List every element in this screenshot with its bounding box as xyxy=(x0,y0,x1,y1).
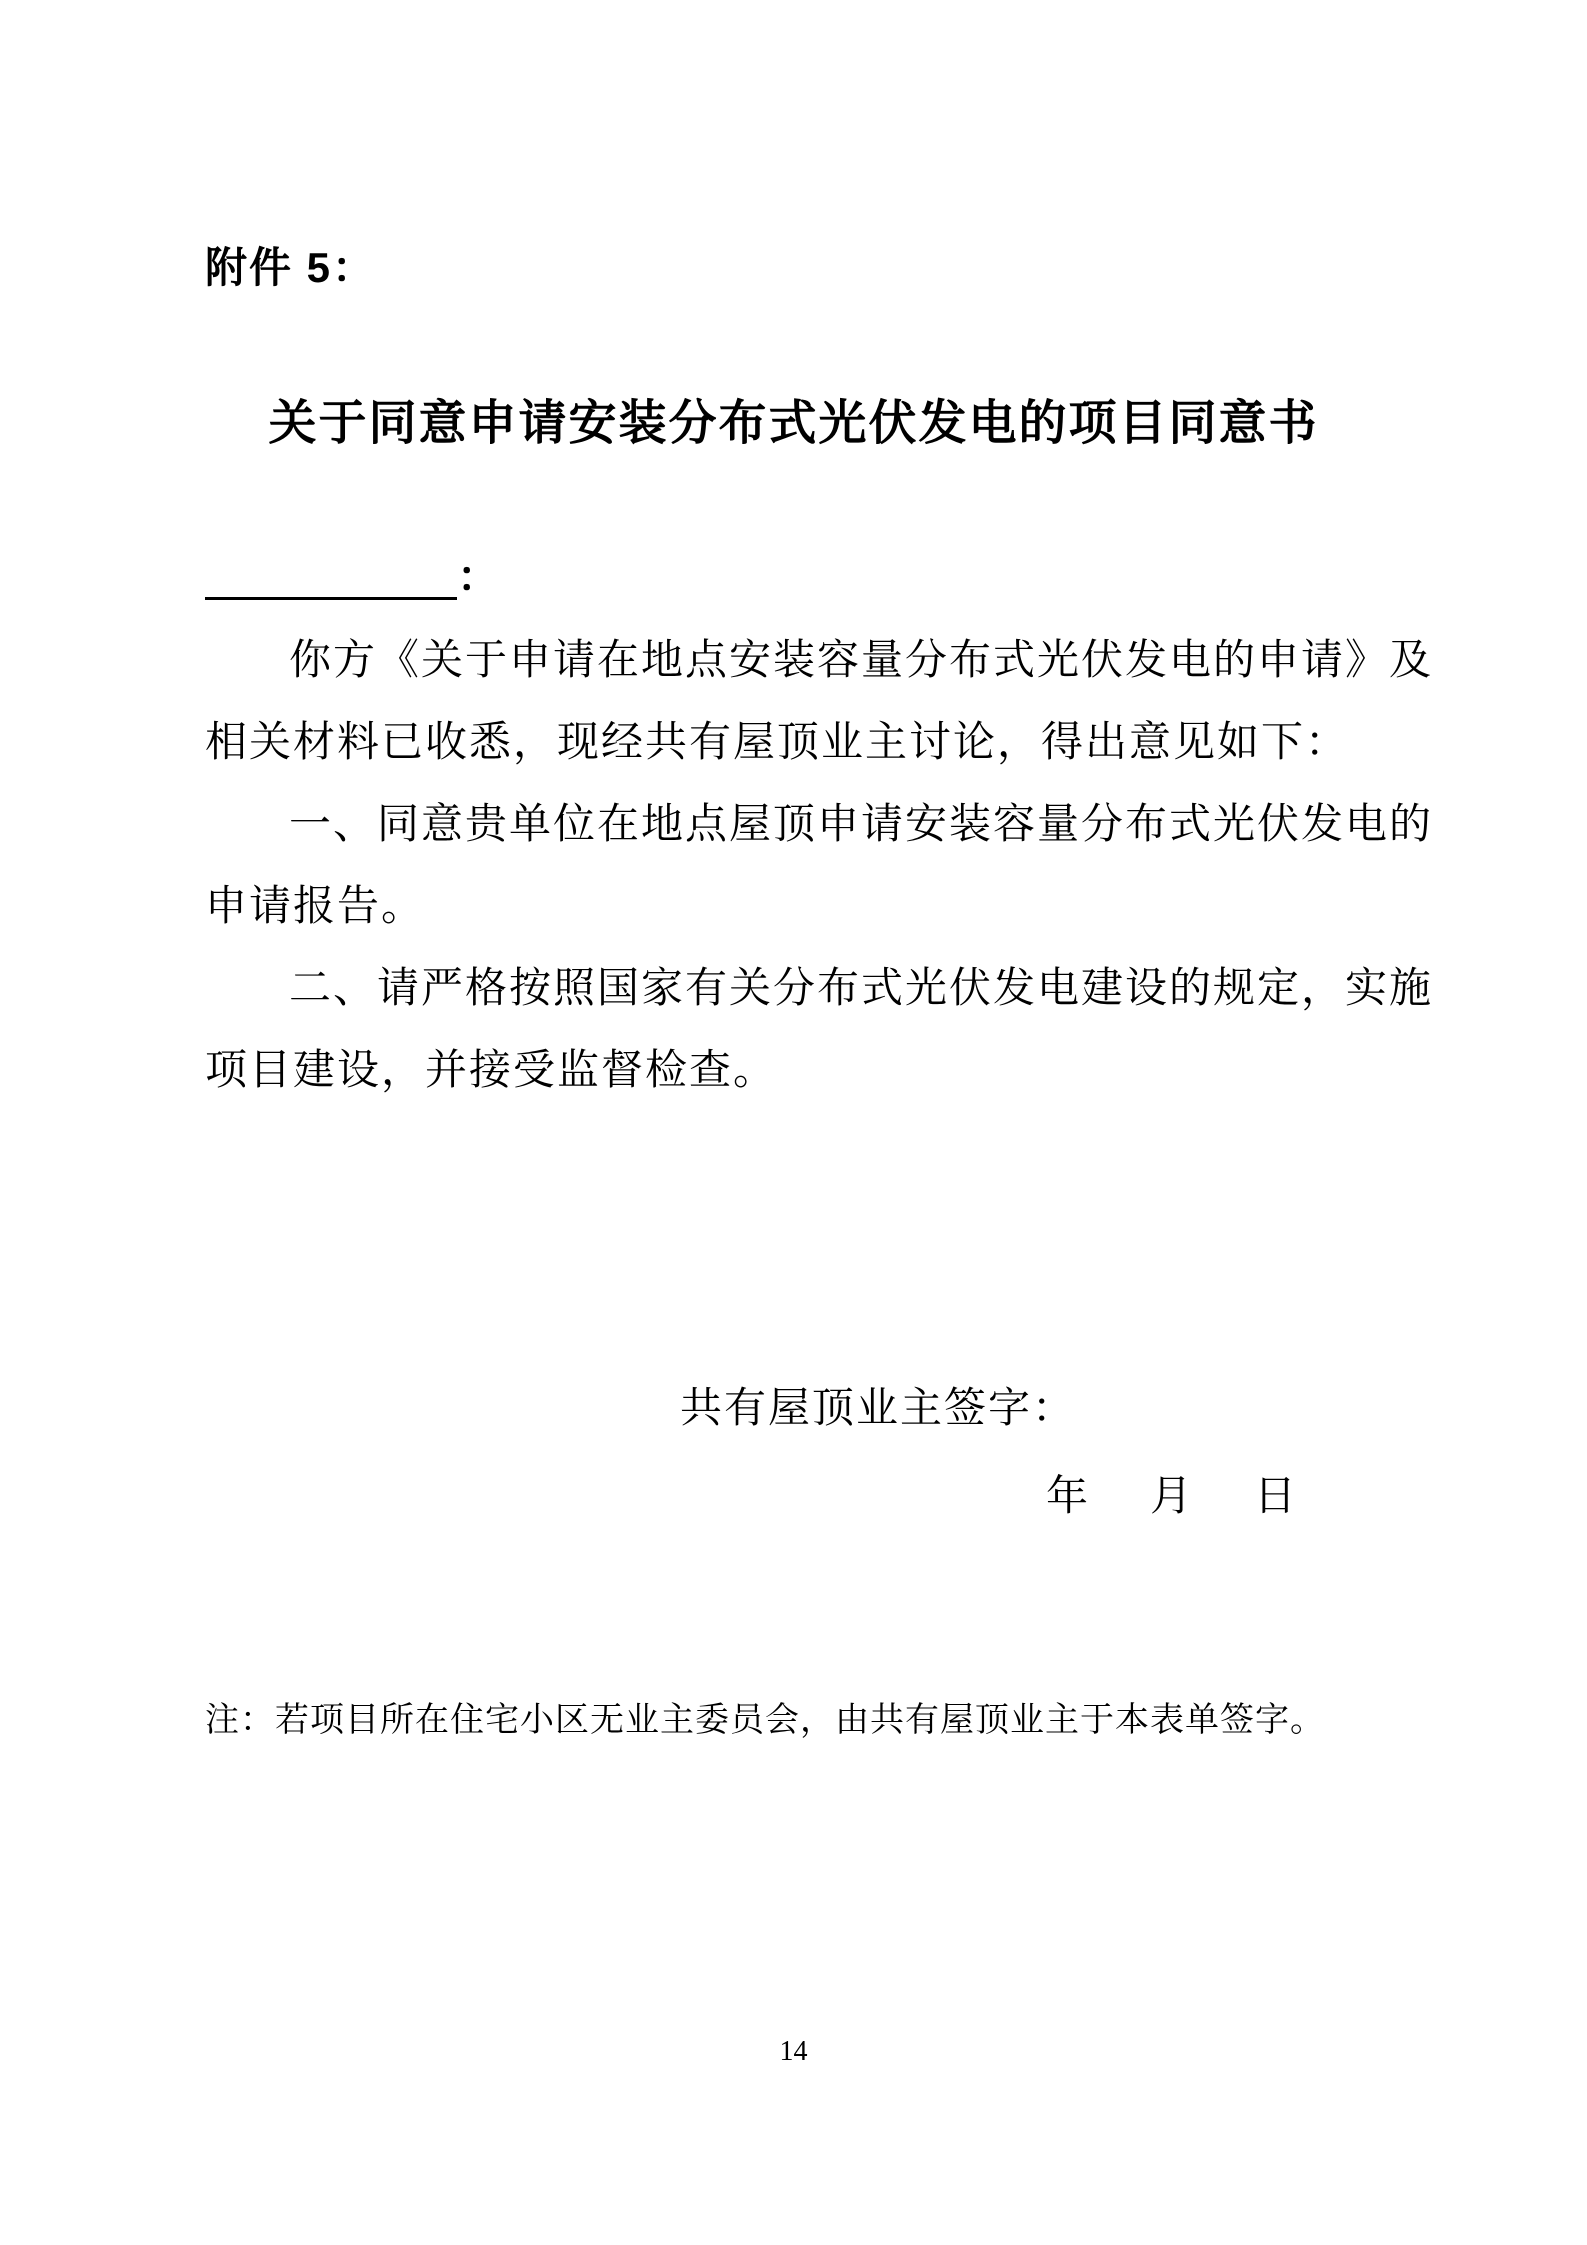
attachment-label: 附件 5： xyxy=(205,244,377,291)
addressee-blank-underline xyxy=(205,555,457,600)
date-line xyxy=(1046,1476,1296,1518)
page-title: 关于同意申请安装分布式光伏发电的项目同意书 xyxy=(268,397,1319,450)
body-line: 申请报告。 xyxy=(205,884,426,930)
body-line: 相关材料已收悉，现经共有屋顶业主讨论，得出意见如下： xyxy=(205,720,1350,766)
body-line: 二、请严格按照国家有关分布式光伏发电建设的规定，实施 xyxy=(289,966,1434,1012)
body-line: 一、同意贵单位在地点屋顶申请安装容量分布式光伏发电的 xyxy=(289,802,1434,848)
salutation-colon: ： xyxy=(457,553,500,600)
salutation-line xyxy=(205,554,499,600)
body-line: 你方《关于申请在地点安装容量分布式光伏发电的申请》及 xyxy=(289,638,1434,684)
year-label: 年 xyxy=(1046,1474,1089,1520)
footnote: 注：若项目所在住宅小区无业主委员会，由共有屋顶业主于本表单签字。 xyxy=(205,1702,1325,1739)
body-line: 项目建设，并接受监督检查。 xyxy=(205,1048,778,1094)
day-label: 日 xyxy=(1254,1474,1297,1520)
page-number: 14 xyxy=(779,2036,808,2067)
month-label: 月 xyxy=(1150,1474,1193,1520)
signature-label: 共有屋顶业主签字： xyxy=(680,1386,1077,1432)
body-text xyxy=(205,620,1434,1112)
